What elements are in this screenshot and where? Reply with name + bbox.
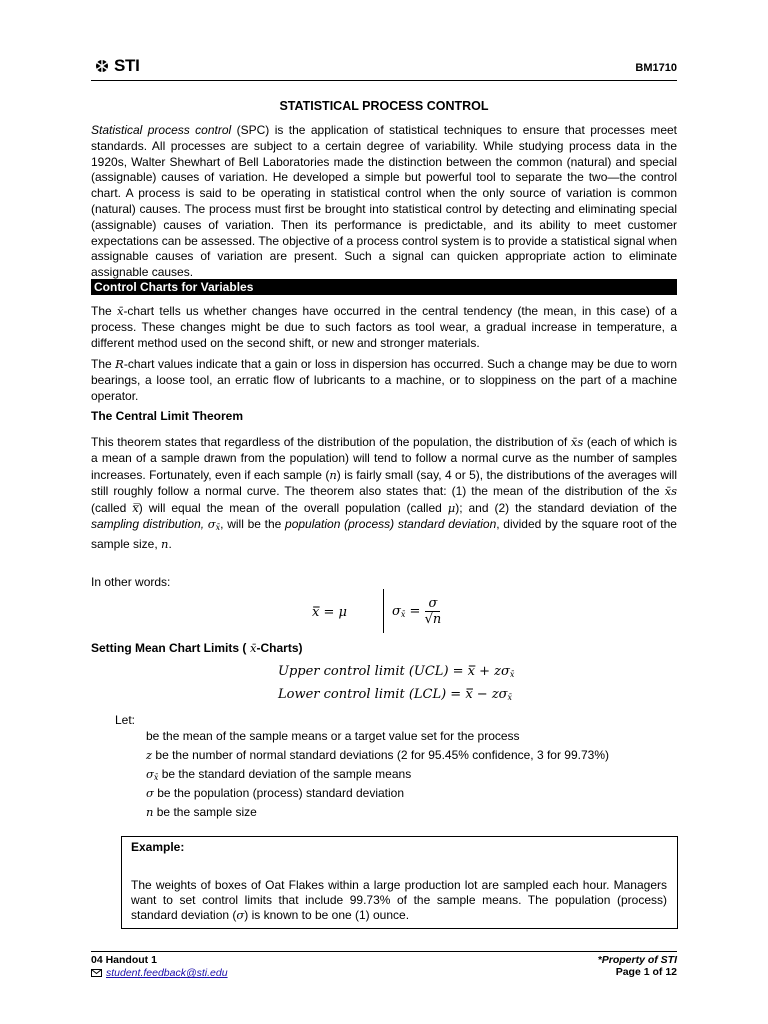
page-title: STATISTICAL PROCESS CONTROL (279, 99, 489, 113)
in-other-words: In other words: (91, 575, 171, 589)
document-code: BM1710 (635, 62, 677, 74)
formula-divider (383, 589, 384, 633)
page-number: Page 1 of 12 (615, 966, 677, 978)
section-heading-control-charts: Control Charts for Variables (91, 279, 677, 295)
ucl-formula: Upper control limit (UCL) = x̿ + $z\sigma_{x̄}$ (278, 664, 515, 679)
footer-left (91, 954, 228, 979)
intro-text: (SPC) is the application of statistical techniques to ensure that processes meet standards. All processes are subject to a certain degree of variability. While studying process data in the 1920s, Walter Shewhart of Bell Laboratories made the distinction between the common (natural) and special (assignable) causes of variation. He developed a simple but powerful tool to separate the two—the control chart. A process is said to be operating in statistical control when the only source of variation is common (natural) causes. The process must first be brought into statistical control by detecting and eliminating special (assignable) causes of variation. Then its performance is predictable, and its ability to meet customer expectations can be assessed. The objective of a process control system is to provide a statistical signal when assignable causes of variation are present. Such a signal can quicken appropriate action to eliminate assignable causes. (91, 123, 677, 280)
example-text: The weights of boxes of Oat Flakes within a large production lot are sampled each hour. Managers want to set control limits that include 99.73% of the sample means. The population (process) standard deviation (σ) is known to be one (1) ounce. (131, 878, 667, 922)
definition-xbarbar: be the mean of the sample means or a target value set for the process (146, 729, 520, 743)
sigma-formula: $\sigma_{x̄}$ = $\frac{\sigma}{√n}$ (392, 596, 442, 627)
header-rule (91, 80, 677, 81)
r-symbol: R (115, 357, 124, 371)
mean-formula: x̿ = μ (312, 605, 347, 620)
lcl-formula: Lower control limit (LCL) = x̿ − $z\sigma_{x̄}$ (278, 687, 513, 702)
central-limit-heading: The Central Limit Theorem (91, 409, 244, 423)
email-line (91, 967, 228, 979)
xbar-symbol: x̄ (116, 304, 124, 318)
feedback-email-link[interactable]: student.feedback@sti.edu (106, 967, 228, 979)
definition-z: z be the number of normal standard deviations (2 for 95.45% confidence, 3 for 99.73%) (146, 748, 609, 762)
sti-logo-icon (92, 59, 112, 73)
example-title: Example: (131, 840, 185, 854)
footer-right (598, 954, 677, 978)
mail-icon (91, 969, 102, 977)
mean-chart-heading: Setting Mean Chart Limits ( x̄-Charts) (91, 641, 303, 655)
definition-sigma: σ be the population (process) standard deviation (146, 786, 405, 800)
definition-n: n be the sample size (146, 805, 257, 819)
intro-paragraph (91, 123, 677, 281)
footer-rule (91, 951, 677, 952)
property-label: *Property of STI (597, 954, 677, 966)
r-chart-paragraph: The R-chart values indicate that a gain or loss in dispersion has occurred. Such a change may be due to worn bearings, a loose tool, an erratic flow of lubricants to a machine, or to sloppiness on the part of a machine operator. (91, 357, 678, 403)
xbar-chart-paragraph: The x̄-chart tells us whether changes have occurred in the central tendency (the mean, in this case) of a process. These changes might be due to such factors as tool wear, a gradual increase in temperature, a different method used on the second shift, or new and stronger materials. (91, 304, 677, 350)
definition-sigma-xbar: $\sigma_{x̄}$ be the standard deviation of the sample means (146, 767, 412, 782)
logo-text: STI (114, 56, 140, 75)
central-limit-paragraph: This theorem states that regardless of the distribution of the population, the distribution of x̄s (each of which is a mean of a sample drawn from the population) will tend to follow a normal curve as the number of samples increases. Fortunately, even if each sample (n) is fairly small (say, 4 or 5), the distributions of the averages will still roughly follow a normal curve. The theorem also states that: (1) the mean of the distribution of the x̄s (called x̿) will equal the mean of the overall population (called μ); and (2) the standard deviation of the sampling distribution, $\sigma_{x̄}$, will be the population (process) standard deviation, divided by the square root of the sample size, n. (91, 435, 678, 552)
spc-term: Statistical process control (91, 123, 232, 137)
handout-label: 04 Handout 1 (91, 954, 157, 966)
let-label: Let: (115, 713, 136, 727)
example-box (121, 836, 678, 929)
sti-logo (92, 56, 140, 76)
